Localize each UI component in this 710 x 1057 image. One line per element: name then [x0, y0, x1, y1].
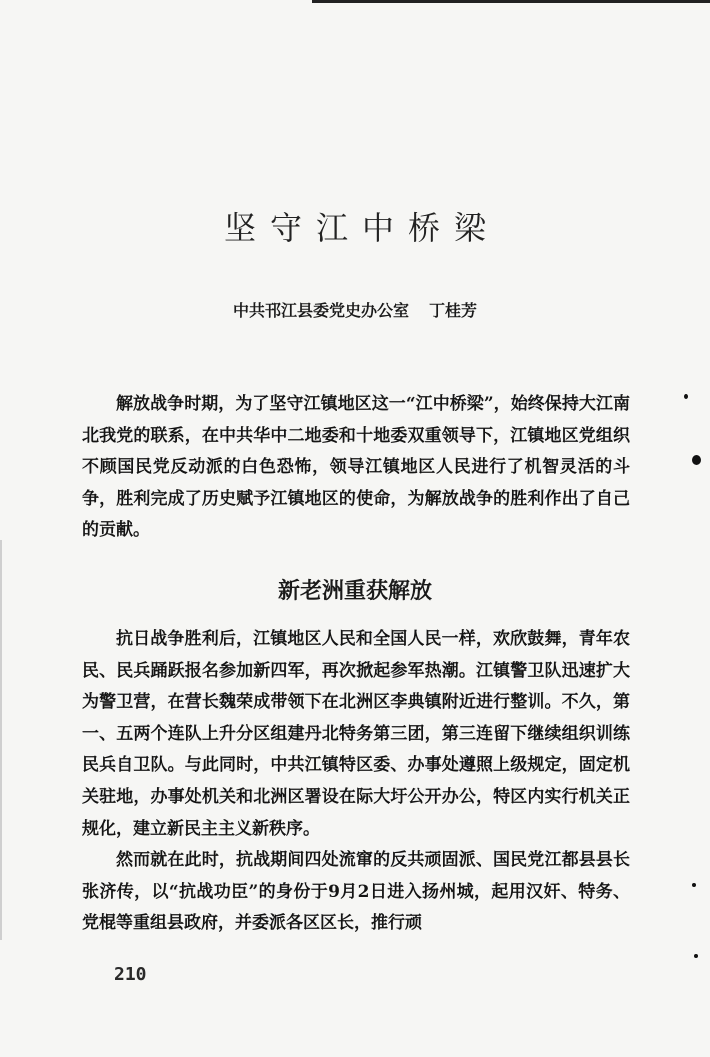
byline-organization: 中共邗江县委党史办公室	[232, 301, 409, 320]
intro-paragraph: 解放战争时期，为了坚守江镇地区这一“江中桥梁”，始终保持大江南北我党的联系，在中共华中二地委和十地委双重领导下，江镇地区党组织不顾国民党反动派的白色恐怖，领导江镇地区人民进行了机智灵活的斗争，胜利完成了历史赋予江镇地区的使命，为解放战争的胜利作出了自己的贡献。	[82, 394, 630, 541]
byline-author: 丁桂芳	[429, 301, 478, 320]
scan-speck	[694, 954, 698, 958]
scan-speck	[684, 394, 688, 399]
top-border-rule	[312, 0, 710, 3]
byline	[0, 298, 710, 321]
scan-speck	[692, 883, 696, 887]
intro-section	[82, 389, 630, 547]
section-heading: 新老洲重获解放	[277, 578, 432, 604]
section-body	[82, 624, 630, 940]
page-number: 210	[114, 964, 147, 985]
section-paragraph-2: 然而就在此时，抗战期间四处流窜的反共顽固派、国民党江都县县长张济传，以“抗战功臣”的身份于9月2日进入扬州城，起用汉奸、特务、党棍等重组县政府，并委派各区区长，推行顽	[82, 850, 630, 934]
section-paragraph-1: 抗日战争胜利后，江镇地区人民和全国人民一样，欢欣鼓舞，青年农民、民兵踊跃报名参加新四军，再次掀起参军热潮。江镇警卫队迅速扩大为警卫营，在营长魏荣成带领下在北洲区李典镇附近进行整训。不久，第一、五两个连队上升分区组建丹北特务第三团，第三连留下继续组织训练民兵自卫队。与此同时，中共江镇特区委、办事处遵照上级规定，固定机关驻地，办事处机关和北洲区署设在际大圩公开办公，特区内实行机关正规化，建立新民主主义新秩序。	[82, 629, 630, 839]
scan-speck	[692, 455, 701, 465]
article-title: 坚守江中桥梁	[223, 209, 500, 247]
